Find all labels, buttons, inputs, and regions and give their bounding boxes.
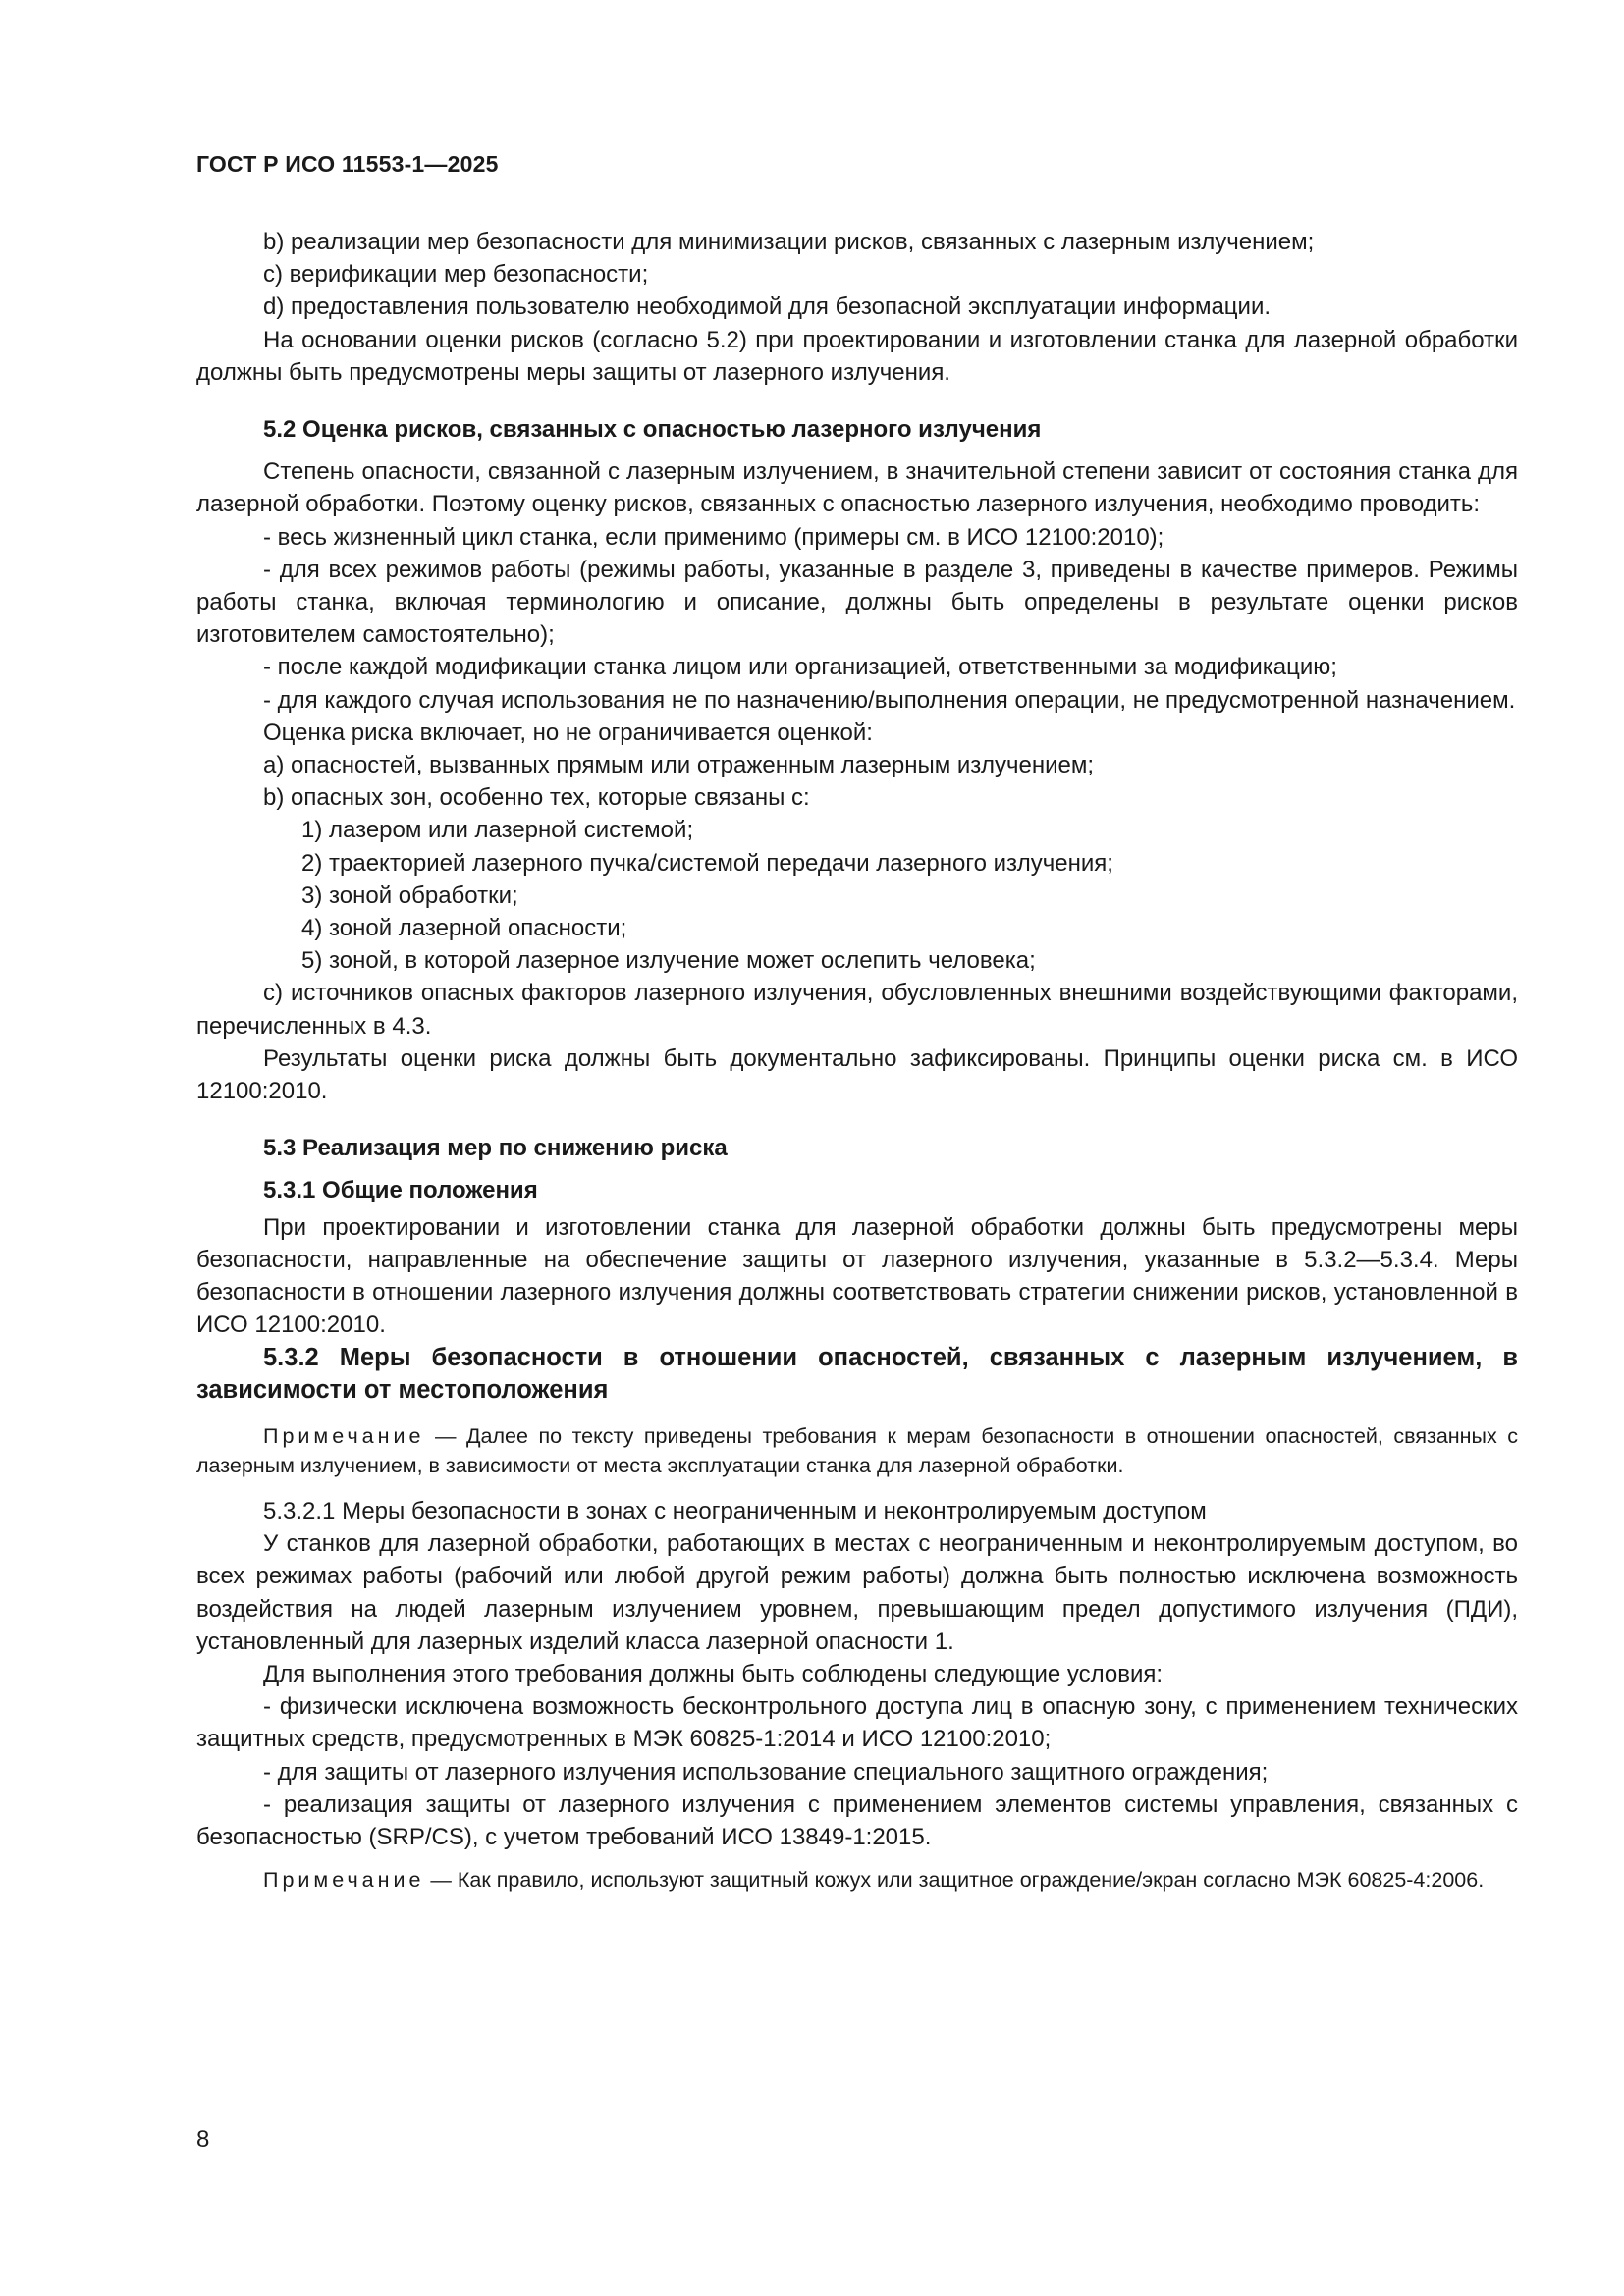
list-item-d: d) предоставления пользователю необходимой для безопасной эксплуатации информации. <box>263 294 1272 321</box>
note-text: — Как правило, используют защитный кожух или защитное ограждение/экран согласно МЭК 60825-4:2006. <box>424 1868 1485 1893</box>
list-item-b: b) опасных зон, особенно тех, которые связаны с: <box>263 784 810 812</box>
paragraph: На основании оценки рисков (согласно 5.2) при проектировании и изготовлении станка для лазерной обработки должны быть предусмотрены меры защиты от лазерного излучения. <box>196 326 1518 386</box>
note-text: — Далее по тексту приведены требования к мерам безопасности в отношении опасностей, связанных с лазерным излучением, в зависимости от места эксплуатации станка для лазерной обработки. <box>196 1423 1518 1477</box>
list-item-a: a) опасностей, вызванных прямым или отраженным лазерным излучением; <box>263 752 1095 779</box>
section-heading-5-3-1: 5.3.1 Общие положения <box>263 1177 538 1204</box>
section-heading-5-3-2: 5.3.2 Меры безопасности в отношении опасностей, связанных с лазерным излучением, в зависимости от местоположения <box>196 1343 1518 1404</box>
list-item-b: b) реализации мер безопасности для минимизации рисков, связанных с лазерным излучением; <box>263 229 1315 255</box>
paragraph: Результаты оценки риска должны быть документально зафиксированы. Принципы оценки риска см. в ИСО 12100:2010. <box>196 1044 1518 1105</box>
paragraph: У станков для лазерной обработки, работающих в местах с неограниченным и неконтролируемым доступом, во всех режимах работы (рабочий или любой другой режим работы) должна быть полностью исключена возможность воздействия на людей лазерным излучением уровнем, превышающим предел допустимого излучения (ПДИ), установленный для лазерных изделий класса лазерной опасности 1. <box>196 1530 1518 1655</box>
dash-item: - для каждого случая использования не по назначению/выполнения операции, не предусмотренной назначением. <box>263 686 1516 714</box>
sub-item-3: 3) зоной обработки; <box>301 881 518 909</box>
sub-item-4: 4) зоной лазерной опасности; <box>301 915 627 942</box>
paragraph: Степень опасности, связанной с лазерным излучением, в значительной степени зависит от состояния станка для лазерной обработки. Поэтому оценку рисков, связанных с опасностью лазерного излучения, необходимо проводить: <box>196 458 1518 518</box>
paragraph: При проектировании и изготовлении станка для лазерной обработки должны быть предусмотрены меры безопасности, направленные на обеспечение защиты от лазерного излучения, указанные в 5.3.2—5.3.4. Меры безопасности в отношении лазерного излучения должны соответствовать стратегии снижении рисков, установленной в ИСО 12100:2010. <box>196 1213 1518 1339</box>
sub-item-2: 2) траекторией лазерного пучка/системой передачи лазерного излучения; <box>301 849 1113 877</box>
paragraph: Для выполнения этого требования должны быть соблюдены следующие условия: <box>263 1660 1164 1687</box>
subsection-title-5-3-2-1: 5.3.2.1 Меры безопасности в зонах с неограниченным и неконтролируемым доступом <box>263 1497 1207 1524</box>
note-label: Примечание <box>263 1868 425 1893</box>
section-heading-5-3: 5.3 Реализация мер по снижению риска <box>263 1135 728 1162</box>
dash-item: - для защиты от лазерного излучения использование специального защитного ограждения; <box>263 1758 1269 1786</box>
note-label: Примечание <box>263 1423 425 1448</box>
list-item-c: c) верификации мер безопасности; <box>263 261 649 289</box>
dash-item: - реализация защиты от лазерного излучения с применением элементов системы управления, связанных с безопасностью (SRP/CS), с учетом требований ИСО 13849-1:2015. <box>196 1790 1518 1850</box>
dash-item: - весь жизненный цикл станка, если применимо (примеры см. в ИСО 12100:2010); <box>263 523 1164 551</box>
list-item-c: c) источников опасных факторов лазерного излучения, обусловленных внешними воздействующими факторами, перечисленных в 4.3. <box>196 980 1518 1040</box>
section-heading-5-2: 5.2 Оценка рисков, связанных с опасностью лазерного излучения <box>263 416 1042 444</box>
document-header: ГОСТ Р ИСО 11553-1—2025 <box>196 151 499 177</box>
sub-item-5: 5) зоной, в которой лазерное излучение может ослепить человека; <box>301 947 1036 975</box>
paragraph: Оценка риска включает, но не ограничивается оценкой: <box>263 719 873 746</box>
dash-item: - физически исключена возможность бесконтрольного доступа лиц в опасную зону, с применением технических защитных средств, предусмотренных в МЭК 60825-1:2014 и ИСО 12100:2010; <box>196 1693 1518 1753</box>
note <box>196 1421 1518 1480</box>
sub-item-1: 1) лазером или лазерной системой; <box>301 817 694 844</box>
note <box>196 1865 1518 1895</box>
page-body <box>196 226 1518 1895</box>
page-number: 8 <box>196 2126 210 2153</box>
dash-item: - для всех режимов работы (режимы работы, указанные в разделе 3, приведены в качестве примеров. Режимы работы станка, включая терминологию и описание, должны быть определены в результате оценки рисков изготовителем самостоятельно); <box>196 556 1518 649</box>
dash-item: - после каждой модификации станка лицом или организацией, ответственными за модификацию; <box>263 654 1337 681</box>
